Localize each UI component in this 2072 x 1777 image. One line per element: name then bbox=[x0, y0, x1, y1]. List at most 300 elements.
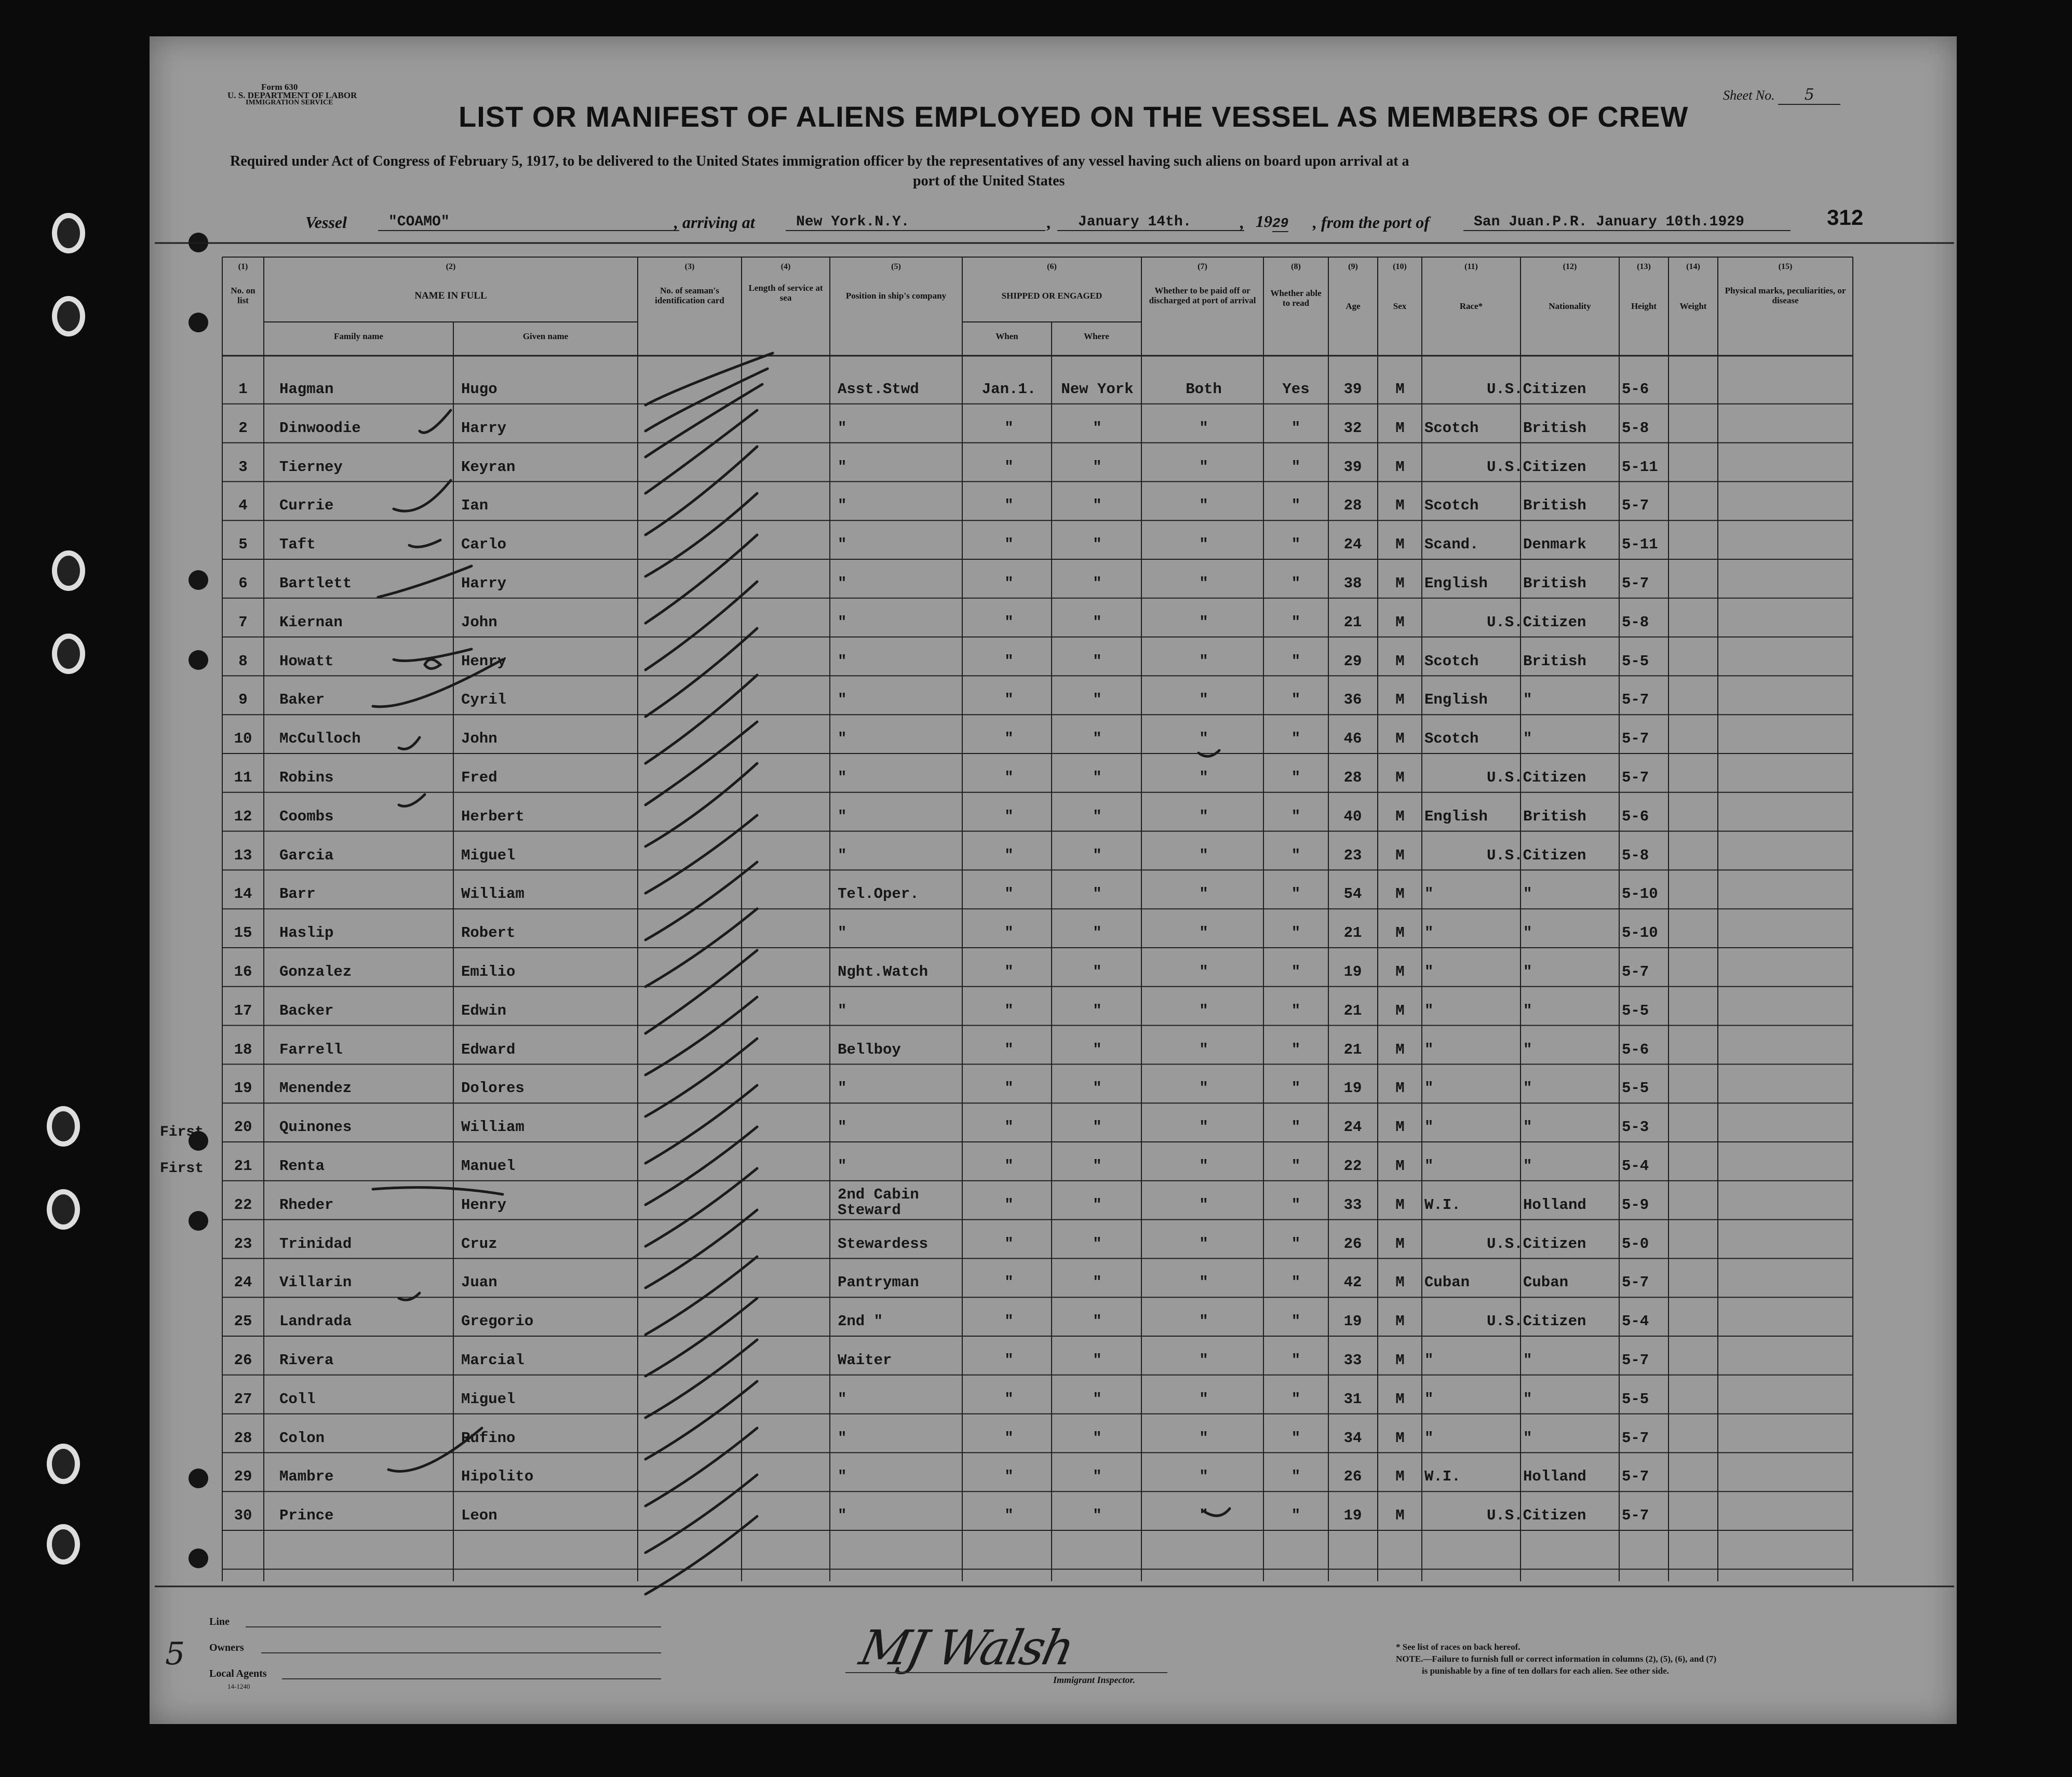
row-24-nationality: Cuban bbox=[1523, 1274, 1569, 1291]
col-num-8: (8) bbox=[1291, 262, 1301, 271]
row-23-age: 26 bbox=[1343, 1235, 1362, 1253]
row-7-paid: " bbox=[1199, 613, 1208, 631]
footer-form-code: 14-1240 bbox=[227, 1682, 250, 1690]
row-12-position: " bbox=[838, 807, 847, 825]
row-20-race: " bbox=[1424, 1119, 1434, 1136]
row-29-nationality: Holland bbox=[1523, 1468, 1586, 1486]
row-24-paid: " bbox=[1199, 1274, 1208, 1291]
row-15-paid: " bbox=[1199, 924, 1208, 942]
row-18-sex: M bbox=[1395, 1041, 1405, 1058]
row-18-age: 21 bbox=[1343, 1041, 1362, 1058]
row-23-when: " bbox=[1004, 1235, 1014, 1253]
row-6-position: " bbox=[838, 575, 847, 592]
row-11-age: 28 bbox=[1343, 769, 1362, 786]
row-26-position: Waiter bbox=[838, 1352, 892, 1369]
row-13-no: 13 bbox=[234, 846, 252, 864]
row-22-read: " bbox=[1291, 1196, 1301, 1214]
row-18-height: 5-6 bbox=[1622, 1041, 1649, 1058]
row-5-given: Carlo bbox=[461, 536, 507, 554]
row-16-height: 5-7 bbox=[1622, 963, 1649, 980]
row-28-family: Colon bbox=[279, 1429, 325, 1447]
row-19-paid: " bbox=[1199, 1080, 1208, 1097]
row-26-sex: M bbox=[1395, 1352, 1405, 1369]
row-23-height: 5-0 bbox=[1622, 1235, 1649, 1253]
row-17-age: 21 bbox=[1343, 1002, 1362, 1019]
row-5-position: " bbox=[838, 536, 847, 554]
row-8-sex: M bbox=[1395, 652, 1405, 670]
row-7-no: 7 bbox=[238, 613, 248, 631]
row-27-race: " bbox=[1424, 1390, 1434, 1408]
row-24-sex: M bbox=[1395, 1274, 1405, 1291]
row-25-given: Gregorio bbox=[461, 1313, 534, 1330]
row-8-read: " bbox=[1291, 652, 1301, 670]
row-27-position: " bbox=[838, 1390, 847, 1408]
row-10-no: 10 bbox=[234, 730, 252, 748]
footer-owners-label: Owners bbox=[209, 1642, 244, 1653]
row-11-family: Robins bbox=[279, 769, 334, 786]
row-26-when: " bbox=[1004, 1352, 1014, 1369]
row-12-when: " bbox=[1004, 807, 1014, 825]
row-20-paid: " bbox=[1199, 1119, 1208, 1136]
row-23-sex: M bbox=[1395, 1235, 1405, 1253]
row-21-no: 21 bbox=[234, 1157, 252, 1175]
row-28-position: " bbox=[838, 1429, 847, 1447]
row-15-when: " bbox=[1004, 924, 1014, 942]
row-13-where: " bbox=[1093, 846, 1102, 864]
row-11-nationality: U.S.Citizen bbox=[1487, 769, 1586, 786]
row-3-sex: M bbox=[1395, 458, 1405, 476]
row-27-height: 5-5 bbox=[1622, 1390, 1649, 1408]
row-8-family: Howatt bbox=[279, 652, 334, 670]
row-4-paid: " bbox=[1199, 497, 1208, 515]
col-num-7: (7) bbox=[1198, 262, 1207, 271]
row-6-nationality: British bbox=[1523, 575, 1586, 592]
row-13-read: " bbox=[1291, 846, 1301, 864]
row-10-race: Scotch bbox=[1424, 730, 1479, 748]
row-8-age: 29 bbox=[1343, 652, 1362, 670]
row-7-read: " bbox=[1291, 613, 1301, 631]
header-length-service: Length of service at sea bbox=[748, 283, 823, 303]
row-23-nationality: U.S.Citizen bbox=[1487, 1235, 1586, 1253]
header-able-read: Whether able to read bbox=[1270, 288, 1322, 308]
row-22-where: " bbox=[1093, 1196, 1102, 1214]
row-16-family: Gonzalez bbox=[279, 963, 352, 980]
row-5-no: 5 bbox=[238, 536, 248, 554]
row-19-position: " bbox=[838, 1080, 847, 1097]
arriving-label: , arriving at bbox=[674, 213, 755, 232]
row-20-family: Quinones bbox=[279, 1119, 352, 1136]
row-30-paid: " bbox=[1199, 1507, 1208, 1525]
row-7-when: " bbox=[1004, 613, 1014, 631]
row-21-given: Manuel bbox=[461, 1157, 516, 1175]
row-10-position: " bbox=[838, 730, 847, 748]
row-9-given: Cyril bbox=[461, 691, 507, 709]
row-19-when: " bbox=[1004, 1080, 1014, 1097]
header-name-in-full: NAME IN FULL bbox=[414, 290, 487, 301]
row-24-when: " bbox=[1004, 1274, 1014, 1291]
row-18-where: " bbox=[1093, 1041, 1102, 1058]
arrival-year: 1929 bbox=[1256, 212, 1289, 231]
from-label: , from the port of bbox=[1313, 213, 1430, 232]
row-10-height: 5-7 bbox=[1622, 730, 1649, 748]
row-7-sex: M bbox=[1395, 613, 1405, 631]
row-30-read: " bbox=[1291, 1507, 1301, 1525]
row-6-age: 38 bbox=[1343, 575, 1362, 592]
row-25-height: 5-4 bbox=[1622, 1313, 1649, 1330]
row-20-no: 20 bbox=[234, 1119, 252, 1136]
col-num-14: (14) bbox=[1686, 262, 1700, 271]
row-2-age: 32 bbox=[1343, 419, 1362, 437]
row-5-read: " bbox=[1291, 536, 1301, 554]
row-5-age: 24 bbox=[1343, 536, 1362, 554]
row-25-where: " bbox=[1093, 1313, 1102, 1330]
header-when: When bbox=[995, 331, 1018, 341]
row-25-read: " bbox=[1291, 1313, 1301, 1330]
row-12-sex: M bbox=[1395, 807, 1405, 825]
row-20-sex: M bbox=[1395, 1119, 1405, 1136]
row-11-height: 5-7 bbox=[1622, 769, 1649, 786]
row-19-read: " bbox=[1291, 1080, 1301, 1097]
row-9-where: " bbox=[1093, 691, 1102, 709]
row-30-position: " bbox=[838, 1507, 847, 1525]
row-24-position: Pantryman bbox=[838, 1274, 919, 1291]
row-21-age: 22 bbox=[1343, 1157, 1362, 1175]
row-29-age: 26 bbox=[1343, 1468, 1362, 1486]
row-12-age: 40 bbox=[1343, 807, 1362, 825]
row-26-height: 5-7 bbox=[1622, 1352, 1649, 1369]
row-4-where: " bbox=[1093, 497, 1102, 515]
row-20-given: William bbox=[461, 1119, 524, 1136]
row-16-where: " bbox=[1093, 963, 1102, 980]
row-3-height: 5-11 bbox=[1622, 458, 1658, 476]
subtitle-line-2: port of the United States bbox=[913, 173, 1065, 189]
row-19-given: Dolores bbox=[461, 1080, 524, 1097]
row-30-age: 19 bbox=[1343, 1507, 1362, 1525]
col-num-5: (5) bbox=[891, 262, 901, 271]
header-age: Age bbox=[1346, 301, 1361, 311]
row-9-height: 5-7 bbox=[1622, 691, 1649, 709]
row-3-read: " bbox=[1291, 458, 1301, 476]
row-6-when: " bbox=[1004, 575, 1014, 592]
row-18-nationality: " bbox=[1523, 1041, 1532, 1058]
header-given-name: Given name bbox=[522, 331, 569, 341]
row-26-paid: " bbox=[1199, 1352, 1208, 1369]
row-4-position: " bbox=[838, 497, 847, 515]
header-height: Height bbox=[1631, 301, 1657, 311]
row-18-position: Bellboy bbox=[838, 1041, 901, 1058]
row-22-position: 2nd Cabin Steward bbox=[838, 1186, 919, 1219]
row-29-height: 5-7 bbox=[1622, 1468, 1649, 1486]
row-24-age: 42 bbox=[1343, 1274, 1362, 1291]
row-21-race: " bbox=[1424, 1157, 1434, 1175]
row-15-where: " bbox=[1093, 924, 1102, 942]
row-29-position: " bbox=[838, 1468, 847, 1486]
department-name: U. S. DEPARTMENT OF LABOR bbox=[227, 90, 357, 100]
row-30-family: Prince bbox=[279, 1507, 334, 1525]
row-14-sex: M bbox=[1395, 885, 1405, 903]
row-29-family: Mambre bbox=[279, 1468, 334, 1486]
row-21-paid: " bbox=[1199, 1157, 1208, 1175]
row-30-where: " bbox=[1093, 1507, 1102, 1525]
row-28-where: " bbox=[1093, 1429, 1102, 1447]
row-9-sex: M bbox=[1395, 691, 1405, 709]
col-num-4: (4) bbox=[781, 262, 791, 271]
form-title: LIST OR MANIFEST OF ALIENS EMPLOYED ON THE VESSEL AS MEMBERS OF CREW bbox=[459, 100, 1689, 133]
row-3-given: Keyran bbox=[461, 458, 516, 476]
row-22-given: Henry bbox=[461, 1196, 507, 1214]
row-10-where: " bbox=[1093, 730, 1102, 748]
row-26-no: 26 bbox=[234, 1352, 252, 1369]
row-6-read: " bbox=[1291, 575, 1301, 592]
header-paid-off: Whether to be paid off or discharged at port of arrival bbox=[1149, 286, 1256, 305]
row-14-race: " bbox=[1424, 885, 1434, 903]
row-2-paid: " bbox=[1199, 419, 1208, 437]
row-4-when: " bbox=[1004, 497, 1014, 515]
col-num-2: (2) bbox=[446, 262, 456, 271]
row-23-paid: " bbox=[1199, 1235, 1208, 1253]
row-9-race: English bbox=[1424, 691, 1488, 709]
row-26-race: " bbox=[1424, 1352, 1434, 1369]
row-21-read: " bbox=[1291, 1157, 1301, 1175]
footer-line-field bbox=[246, 1626, 661, 1627]
row-2-family: Dinwoodie bbox=[279, 419, 361, 437]
row-7-age: 21 bbox=[1343, 613, 1362, 631]
note-fine: is punishable by a fine of ten dollars for each alien. See other side. bbox=[1422, 1666, 1669, 1676]
row-1-given: Hugo bbox=[461, 381, 497, 398]
row-22-sex: M bbox=[1395, 1196, 1405, 1214]
row-18-paid: " bbox=[1199, 1041, 1208, 1058]
row-15-sex: M bbox=[1395, 924, 1405, 942]
row-21-sex: M bbox=[1395, 1157, 1405, 1175]
row-29-given: Hipolito bbox=[461, 1468, 534, 1486]
row-17-nationality: " bbox=[1523, 1002, 1532, 1019]
row-13-position: " bbox=[838, 846, 847, 864]
row-3-nationality: U.S.Citizen bbox=[1487, 458, 1586, 476]
row-2-position: " bbox=[838, 419, 847, 437]
row-15-given: Robert bbox=[461, 924, 516, 942]
margin-note-5: 5 bbox=[165, 1636, 185, 1672]
row-1-read: Yes bbox=[1282, 381, 1310, 398]
footer-line-label: Line bbox=[209, 1616, 230, 1627]
row-26-where: " bbox=[1093, 1352, 1102, 1369]
row-12-read: " bbox=[1291, 807, 1301, 825]
row-21-family: Renta bbox=[279, 1157, 325, 1175]
row-10-read: " bbox=[1291, 730, 1301, 748]
row-22-age: 33 bbox=[1343, 1196, 1362, 1214]
from-port: San Juan.P.R. January 10th.1929 bbox=[1463, 214, 1791, 231]
row-5-sex: M bbox=[1395, 536, 1405, 554]
row-11-given: Fred bbox=[461, 769, 497, 786]
row-14-read: " bbox=[1291, 885, 1301, 903]
row-12-family: Coombs bbox=[279, 807, 334, 825]
row-29-when: " bbox=[1004, 1468, 1014, 1486]
row-25-nationality: U.S.Citizen bbox=[1487, 1313, 1586, 1330]
row-29-race: W.I. bbox=[1424, 1468, 1461, 1486]
col-num-15: (15) bbox=[1778, 262, 1793, 271]
row-5-when: " bbox=[1004, 536, 1014, 554]
row-24-where: " bbox=[1093, 1274, 1102, 1291]
row-3-paid: " bbox=[1199, 458, 1208, 476]
row-19-family: Menendez bbox=[279, 1080, 352, 1097]
col-num-9: (9) bbox=[1348, 262, 1358, 271]
row-30-when: " bbox=[1004, 1507, 1014, 1525]
row-27-age: 31 bbox=[1343, 1390, 1362, 1408]
row-12-race: English bbox=[1424, 807, 1488, 825]
row-27-family: Coll bbox=[279, 1390, 316, 1408]
row-22-no: 22 bbox=[234, 1196, 252, 1214]
row-13-when: " bbox=[1004, 846, 1014, 864]
row-27-paid: " bbox=[1199, 1390, 1208, 1408]
row-20-when: " bbox=[1004, 1119, 1014, 1136]
row-23-where: " bbox=[1093, 1235, 1102, 1253]
row-14-where: " bbox=[1093, 885, 1102, 903]
header-position: Position in ship's company bbox=[845, 291, 947, 301]
row-2-no: 2 bbox=[238, 419, 248, 437]
row-25-paid: " bbox=[1199, 1313, 1208, 1330]
header-no-on-list: No. on list bbox=[231, 286, 255, 305]
row-10-sex: M bbox=[1395, 730, 1405, 748]
row-11-read: " bbox=[1291, 769, 1301, 786]
row-15-position: " bbox=[838, 924, 847, 942]
row-2-sex: M bbox=[1395, 419, 1405, 437]
col-num-6: (6) bbox=[1047, 262, 1057, 271]
row-15-family: Haslip bbox=[279, 924, 334, 942]
inspector-label: Immigrant Inspector. bbox=[1053, 1675, 1136, 1685]
col-num-13: (13) bbox=[1637, 262, 1651, 271]
row-2-race: Scotch bbox=[1424, 419, 1479, 437]
row-5-family: Taft bbox=[279, 536, 316, 554]
row-28-height: 5-7 bbox=[1622, 1429, 1649, 1447]
row-19-age: 19 bbox=[1343, 1080, 1362, 1097]
row-4-age: 28 bbox=[1343, 497, 1362, 515]
sheet-number: 5 bbox=[1778, 86, 1840, 105]
row-2-given: Harry bbox=[461, 419, 507, 437]
row-8-height: 5-5 bbox=[1622, 652, 1649, 670]
row-22-nationality: Holland bbox=[1523, 1196, 1586, 1214]
row-16-when: " bbox=[1004, 963, 1014, 980]
row-13-sex: M bbox=[1395, 846, 1405, 864]
row-15-read: " bbox=[1291, 924, 1301, 942]
row-12-given: Herbert bbox=[461, 807, 524, 825]
row-1-paid: Both bbox=[1186, 381, 1222, 398]
row-24-height: 5-7 bbox=[1622, 1274, 1649, 1291]
row-28-race: " bbox=[1424, 1429, 1434, 1447]
row-4-sex: M bbox=[1395, 497, 1405, 515]
header-sex: Sex bbox=[1393, 301, 1407, 311]
row-14-family: Barr bbox=[279, 885, 316, 903]
row-12-where: " bbox=[1093, 807, 1102, 825]
row-4-given: Ian bbox=[461, 497, 489, 515]
row-16-age: 19 bbox=[1343, 963, 1362, 980]
row-20-age: 24 bbox=[1343, 1119, 1362, 1136]
row-19-race: " bbox=[1424, 1080, 1434, 1097]
header-shipped: SHIPPED OR ENGAGED bbox=[1001, 291, 1102, 301]
row-17-height: 5-5 bbox=[1622, 1002, 1649, 1019]
row-19-no: 19 bbox=[234, 1080, 252, 1097]
row-4-nationality: British bbox=[1523, 497, 1586, 515]
row-1-nationality: U.S.Citizen bbox=[1487, 381, 1586, 398]
row-17-no: 17 bbox=[234, 1002, 252, 1019]
row-24-read: " bbox=[1291, 1274, 1301, 1291]
row-10-given: John bbox=[461, 730, 497, 748]
row-23-no: 23 bbox=[234, 1235, 252, 1253]
row-17-where: " bbox=[1093, 1002, 1102, 1019]
row-12-paid: " bbox=[1199, 807, 1208, 825]
row-15-height: 5-10 bbox=[1622, 924, 1658, 942]
row-8-no: 8 bbox=[238, 652, 248, 670]
margin-note-first-b: First bbox=[160, 1161, 204, 1177]
row-6-where: " bbox=[1093, 575, 1102, 592]
row-3-age: 39 bbox=[1343, 458, 1362, 476]
row-26-given: Marcial bbox=[461, 1352, 524, 1369]
row-15-no: 15 bbox=[234, 924, 252, 942]
row-30-no: 30 bbox=[234, 1507, 252, 1525]
row-10-age: 46 bbox=[1343, 730, 1362, 748]
arriving-port: New York.N.Y. bbox=[786, 214, 1045, 231]
row-11-where: " bbox=[1093, 769, 1102, 786]
row-4-read: " bbox=[1291, 497, 1301, 515]
row-5-race: Scand. bbox=[1424, 536, 1479, 554]
row-17-read: " bbox=[1291, 1002, 1301, 1019]
row-19-height: 5-5 bbox=[1622, 1080, 1649, 1097]
row-1-no: 1 bbox=[238, 381, 248, 398]
row-28-no: 28 bbox=[234, 1429, 252, 1447]
row-9-position: " bbox=[838, 691, 847, 709]
row-17-paid: " bbox=[1199, 1002, 1208, 1019]
row-26-read: " bbox=[1291, 1352, 1301, 1369]
inspector-signature: MJ Walsh bbox=[855, 1620, 1078, 1676]
row-9-family: Baker bbox=[279, 691, 325, 709]
row-24-given: Juan bbox=[461, 1274, 497, 1291]
note-races: * See list of races on back hereof. bbox=[1396, 1642, 1521, 1652]
col-num-10: (10) bbox=[1393, 262, 1407, 271]
row-18-race: " bbox=[1424, 1041, 1434, 1058]
row-21-when: " bbox=[1004, 1157, 1014, 1175]
row-6-family: Bartlett bbox=[279, 575, 352, 592]
row-1-position: Asst.Stwd bbox=[838, 381, 919, 398]
row-29-paid: " bbox=[1199, 1468, 1208, 1486]
row-24-race: Cuban bbox=[1424, 1274, 1470, 1291]
row-9-no: 9 bbox=[238, 691, 248, 709]
row-17-family: Backer bbox=[279, 1002, 334, 1019]
row-29-no: 29 bbox=[234, 1468, 252, 1486]
row-13-height: 5-8 bbox=[1622, 846, 1649, 864]
row-12-no: 12 bbox=[234, 807, 252, 825]
row-30-height: 5-7 bbox=[1622, 1507, 1649, 1525]
row-10-nationality: " bbox=[1523, 730, 1532, 748]
row-6-height: 5-7 bbox=[1622, 575, 1649, 592]
row-27-nationality: " bbox=[1523, 1390, 1532, 1408]
row-21-nationality: " bbox=[1523, 1157, 1532, 1175]
row-19-where: " bbox=[1093, 1080, 1102, 1097]
row-6-paid: " bbox=[1199, 575, 1208, 592]
header-physical: Physical marks, peculiarities, or disease bbox=[1725, 286, 1846, 305]
row-22-height: 5-9 bbox=[1622, 1196, 1649, 1214]
row-26-age: 33 bbox=[1343, 1352, 1362, 1369]
row-28-age: 34 bbox=[1343, 1429, 1362, 1447]
row-26-nationality: " bbox=[1523, 1352, 1532, 1369]
row-20-where: " bbox=[1093, 1119, 1102, 1136]
row-13-family: Garcia bbox=[279, 846, 334, 864]
row-7-given: John bbox=[461, 613, 497, 631]
row-17-when: " bbox=[1004, 1002, 1014, 1019]
row-7-where: " bbox=[1093, 613, 1102, 631]
page-number: 312 bbox=[1827, 205, 1864, 230]
col-num-1: (1) bbox=[238, 262, 248, 271]
row-9-paid: " bbox=[1199, 691, 1208, 709]
header-weight: Weight bbox=[1679, 301, 1707, 311]
footer-owners-field bbox=[261, 1652, 661, 1653]
